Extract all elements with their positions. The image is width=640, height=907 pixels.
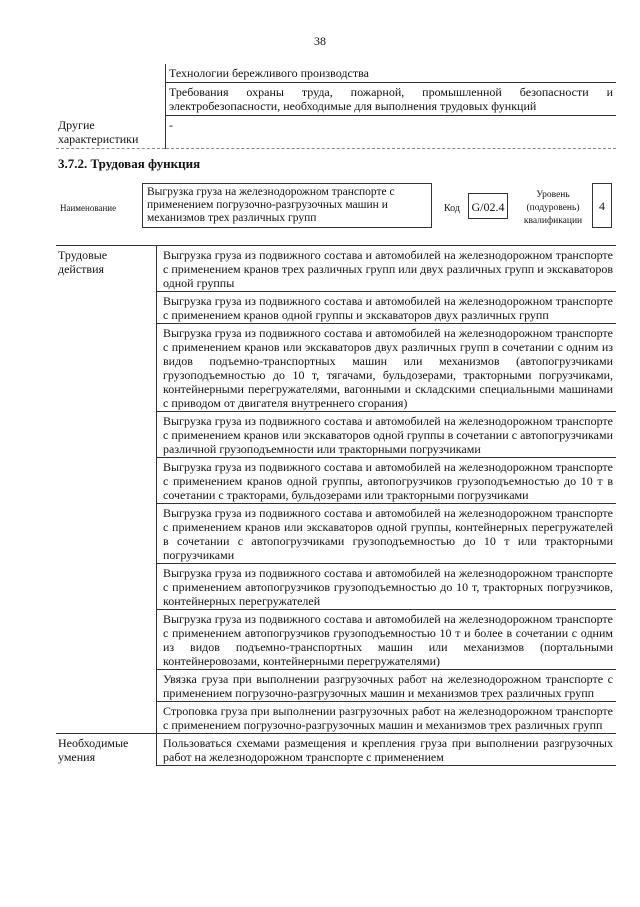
labor-action-item: Выгрузка груза из подвижного состава и автомобилей на железнодорожном транспорте с применением кранов трех различных групп или двух различных групп и экскаваторов одной группы (157, 246, 617, 292)
name-label: Наименование (60, 203, 117, 213)
row-label (56, 83, 166, 116)
row-value: Требования охраны труда, пожарной, промышленной безопасности и электробезопасности, необходимые для выполнения трудовых функций (166, 83, 617, 116)
level-label: Уровень (подуровень) квалификации (523, 190, 583, 226)
required-skill-item: Пользоваться схемами размещения и крепления груза при выполнении разгрузочных работ на железнодорожном транспорте с применением (157, 734, 617, 766)
name-value: Выгрузка груза на железнодорожном транспорте с применением погрузочно-разгрузочных машин и механизмов трех различных групп (142, 183, 432, 228)
function-header (60, 183, 616, 235)
labor-action-item: Увязка груза при выполнении разгрузочных работ на железнодорожном транспорте с применением погрузочно-разгрузочных машин и механизмов трех различных групп (157, 670, 617, 702)
labor-action-item: Строповка груза при выполнении разгрузочных работ на железнодорожном транспорте с применением погрузочно-разгрузочных машин и механизмов трех различных групп (157, 702, 617, 734)
function-details-table (56, 245, 616, 766)
previous-function-table (56, 64, 616, 149)
labor-action-item: Выгрузка груза из подвижного состава и автомобилей на железнодорожном транспорте с применением кранов или экскаваторов одной группы, контейнерных перегружателей в сочетании с автопогрузчиками грузоподъемностью до 10 т или тракторными погрузчиками (157, 504, 617, 564)
page-number: 38 (314, 34, 326, 48)
row-label (56, 64, 166, 83)
labor-action-item: Выгрузка груза из подвижного состава и автомобилей на железнодорожном транспорте с применением автопогрузчиков грузоподъемностью 10 т и более в сочетании с одним из видов подъемно-транспортных машин или механизмов (портальными контейнеровозами, контейнерными перегружателями) (157, 610, 617, 670)
section-title: 3.7.2. Трудовая функция (58, 156, 201, 171)
labor-actions-label: Трудовые действия (56, 246, 157, 734)
labor-action-item: Выгрузка груза из подвижного состава и автомобилей на железнодорожном транспорте с применением кранов одной группы, автопогрузчиков грузоподъемностью до 10 т в сочетании с тракторами, бульдозерами или тракторными погрузчиками (157, 458, 617, 504)
labor-action-item: Выгрузка груза из подвижного состава и автомобилей на железнодорожном транспорте с применением кранов или экскаваторов одной группы в сочетании с автопогрузчиками различной грузоподъемности или тракторными погрузчиками (157, 412, 617, 458)
other-characteristics-label: Другие характеристики (56, 116, 166, 149)
level-value: 4 (592, 183, 612, 228)
labor-action-item: Выгрузка груза из подвижного состава и автомобилей на железнодорожном транспорте с применением кранов или экскаваторов двух различных групп в сочетании с одним из видов подъемно-транспортных машин или механизмов (автопогрузчиками грузоподъемностью до 10 т, тягачами, бульдозерами, тракторными погрузчиками, контейнерными перегружателями, вагонными и складскими специальными машинами с приводом от двигателя внутреннего сгорания) (157, 324, 617, 412)
row-value: Технологии бережливого производства (166, 64, 617, 83)
code-label: Код (444, 203, 460, 214)
other-characteristics-value: - (166, 116, 617, 149)
code-value: G/02.4 (468, 193, 508, 219)
labor-action-item: Выгрузка груза из подвижного состава и автомобилей на железнодорожном транспорте с применением кранов одной группы и экскаваторов двух различных групп (157, 292, 617, 324)
labor-action-item: Выгрузка груза из подвижного состава и автомобилей на железнодорожном транспорте с применением автопогрузчиков грузоподъемностью до 10 т, тракторных погрузчиков, контейнерных перегружателей (157, 564, 617, 610)
required-skills-label: Необходимые умения (56, 734, 157, 766)
